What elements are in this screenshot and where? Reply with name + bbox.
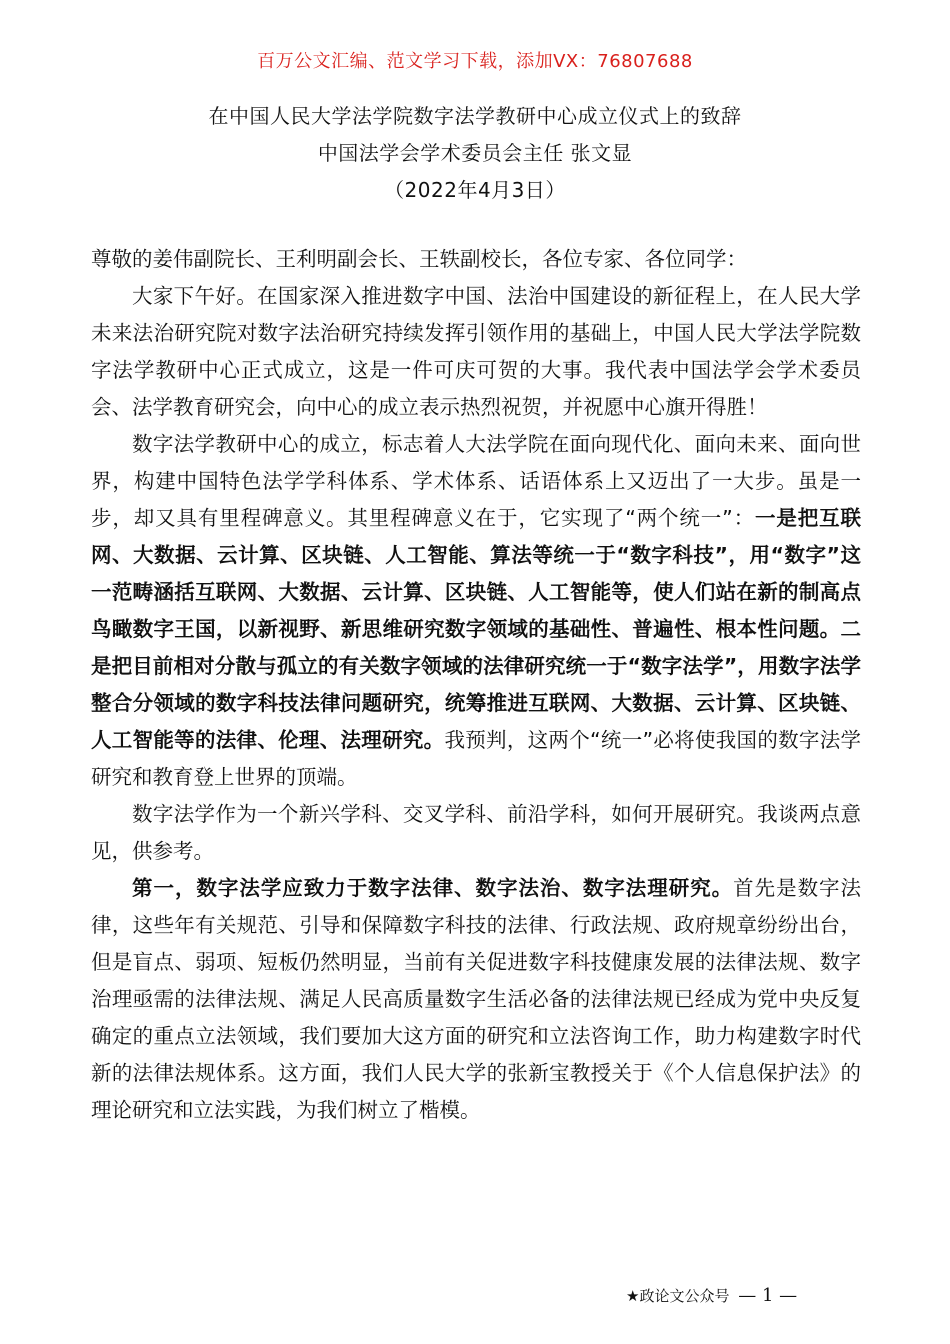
paragraph-1: 大家下午好。在国家深入推进数字中国、法治中国建设的新征程上，在人民大学未来法治研究院对数字法治研究持续发挥引领作用的基础上，中国人民大学法学院数字法学教研中心正式成立，这是一件可庆可贺的大事。我代表中国法学会学术委员会、法学教育研究会，向中心的成立表示热烈祝贺，并祝愿中心旗开得胜！ xyxy=(91,284,861,419)
paragraph-3: 数字法学作为一个新兴学科、交叉学科、前沿学科，如何开展研究。我谈两点意见，供参考。 xyxy=(91,802,861,863)
footer-source: ★政论文公众号 xyxy=(626,1287,730,1305)
page-number: — 1 — xyxy=(738,1285,798,1306)
document-author: 中国法学会学术委员会主任 张文显 xyxy=(317,141,633,165)
document-body xyxy=(91,241,861,1129)
page-footer xyxy=(626,1285,797,1306)
paragraph-2-intro: 数字法学教研中心的成立，标志着人大法学院在面向现代化、面向未来、面向世界，构建中国特色法学学科体系、学术体系、话语体系上又迈出了一大步。虽是一步，却又具有里程碑意义。其里程碑意义在于，它实现了“两个统一”： xyxy=(91,432,861,530)
paragraph-2-bold: 一是把互联网、大数据、云计算、区块链、人工智能、算法等统一于“数字科技”，用“数字”这一范畴涵括互联网、大数据、云计算、区块链、人工智能等，使人们站在新的制高点鸟瞰数字王国，以新视野、新思维研究数字领域的基础性、普遍性、根本性问题。二是把目前相对分散与孤立的有关数字领域的法律研究统一于“数字法学”，用数字法学整合分领域的数字科技法律问题研究，统筹推进互联网、大数据、云计算、区块链、人工智能等的法律、伦理、法理研究。 xyxy=(91,506,862,752)
document-date: （2022年4月3日） xyxy=(384,178,566,202)
paragraph-4-text: 首先是数字法律，这些年有关规范、引导和保障数字科技的法律、行政法规、政府规章纷纷出台，但是盲点、弱项、短板仍然明显，当前有关促进数字科技健康发展的法律法规、数字治理亟需的法律法规、满足人民高质量数字生活必备的法律法规已经成为党中央反复确定的重点立法领域，我们要加大这方面的研究和立法咨询工作，助力构建数字时代新的法律法规体系。这方面，我们人民大学的张新宝教授关于《个人信息保护法》的理论研究和立法实践，为我们树立了楷模。 xyxy=(91,876,862,1122)
paragraph-2-conclusion: 我预判，这两个“统一”必将使我国的数字法学研究和教育登上世界的顶端。 xyxy=(91,728,862,789)
watermark-banner: 百万公文汇编、范文学习下载，添加VX：76807688 xyxy=(257,51,693,72)
paragraph-2 xyxy=(91,426,861,796)
salutation: 尊敬的姜伟副院长、王利明副会长、王轶副校长，各位专家、各位同学： xyxy=(91,247,747,271)
document-title: 在中国人民大学法学院数字法学教研中心成立仪式上的致辞 xyxy=(208,104,742,128)
paragraph-4 xyxy=(91,870,861,1129)
paragraph-4-heading: 第一，数字法学应致力于数字法律、数字法治、数字法理研究。 xyxy=(132,876,734,900)
